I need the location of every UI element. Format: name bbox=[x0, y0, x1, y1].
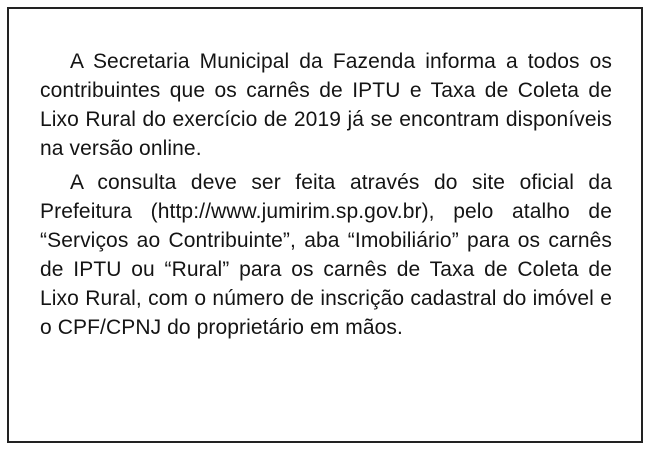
notice-paragraph-1: A Secretaria Municipal da Fazenda informa a todos os contribuintes que os carnês de IPTU e Taxa de Coleta de Lixo Rural do exercício de 2019 já se encontram disponíveis na versão online. bbox=[40, 50, 612, 160]
notice-frame bbox=[7, 7, 643, 443]
notice-paragraph-2: A consulta deve ser feita através do site oficial da Prefeitura (http://www.jumirim.sp.gov.br), pelo atalho de “Serviços ao Contribuinte”, aba “Imobiliário” para os carnês de IPTU ou “Rural” para os carnês de Taxa de Coleta de Lixo Rural, com o número de inscrição cadastral do imóvel e o CPF/CPNJ do proprietário em mãos. bbox=[40, 171, 612, 339]
